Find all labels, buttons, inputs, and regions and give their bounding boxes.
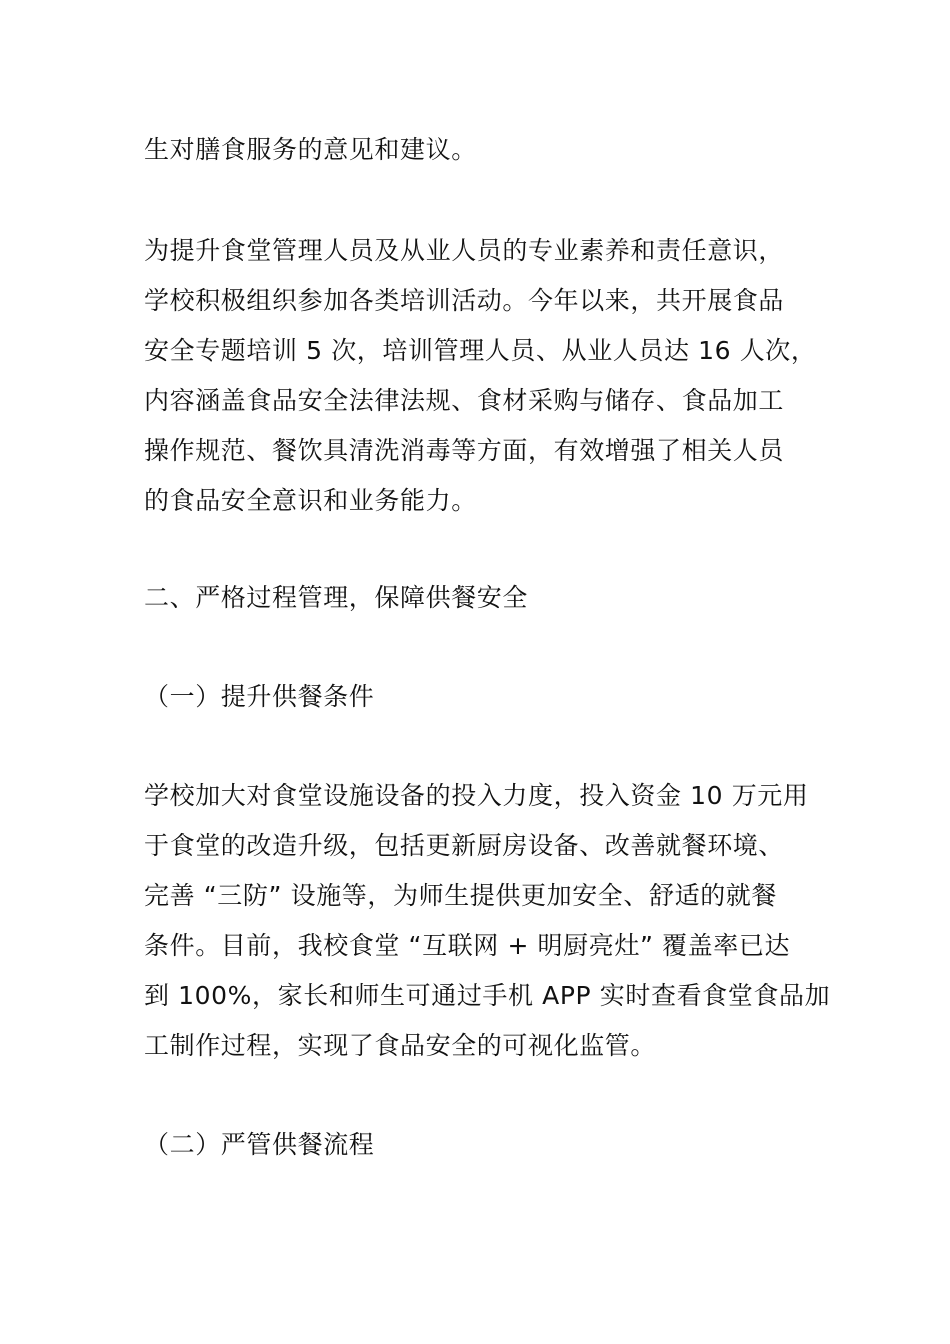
paragraph-line: 完善 “三防” 设施等，为师生提供更加安全、舒适的就餐 bbox=[144, 881, 777, 910]
subsection-heading-text: （一）提升供餐条件 bbox=[144, 682, 375, 711]
subsection-heading-1 bbox=[144, 672, 812, 722]
paragraph-line: 于食堂的改造升级，包括更新厨房设备、改善就餐环境、 bbox=[144, 831, 785, 860]
paragraph-line: 操作规范、餐饮具清洗消毒等方面，有效增强了相关人员 bbox=[144, 436, 785, 465]
paragraph-continued bbox=[144, 125, 812, 175]
subsection-heading-text: （二）严管供餐流程 bbox=[144, 1130, 375, 1159]
paragraph-line: 的食品安全意识和业务能力。 bbox=[144, 486, 477, 515]
subsection-heading-2 bbox=[144, 1120, 812, 1170]
paragraph-line: 工制作过程，实现了食品安全的可视化监管。 bbox=[144, 1031, 657, 1060]
paragraph-line: 为提升食堂管理人员及从业人员的专业素养和责任意识， bbox=[144, 236, 785, 265]
paragraph-facilities bbox=[144, 771, 831, 1071]
paragraph-line: 安全专题培训 5 次，培训管理人员、从业人员达 16 人次， bbox=[144, 336, 817, 365]
paragraph-line: 内容涵盖食品安全法律法规、食材采购与储存、食品加工 bbox=[144, 386, 785, 415]
section-heading-text: 二、严格过程管理，保障供餐安全 bbox=[144, 583, 529, 612]
paragraph-line: 条件。目前，我校食堂 “互联网 + 明厨亮灶” 覆盖率已达 bbox=[144, 931, 791, 960]
paragraph-line: 生对膳食服务的意见和建议。 bbox=[144, 135, 477, 164]
paragraph-line: 学校积极组织参加各类培训活动。今年以来，共开展食品 bbox=[144, 286, 785, 315]
paragraph-training bbox=[144, 226, 817, 526]
section-heading bbox=[144, 573, 812, 623]
paragraph-line: 学校加大对食堂设施设备的投入力度，投入资金 10 万元用 bbox=[144, 781, 809, 810]
paragraph-line: 到 100%，家长和师生可通过手机 APP 实时查看食堂食品加 bbox=[144, 981, 831, 1010]
